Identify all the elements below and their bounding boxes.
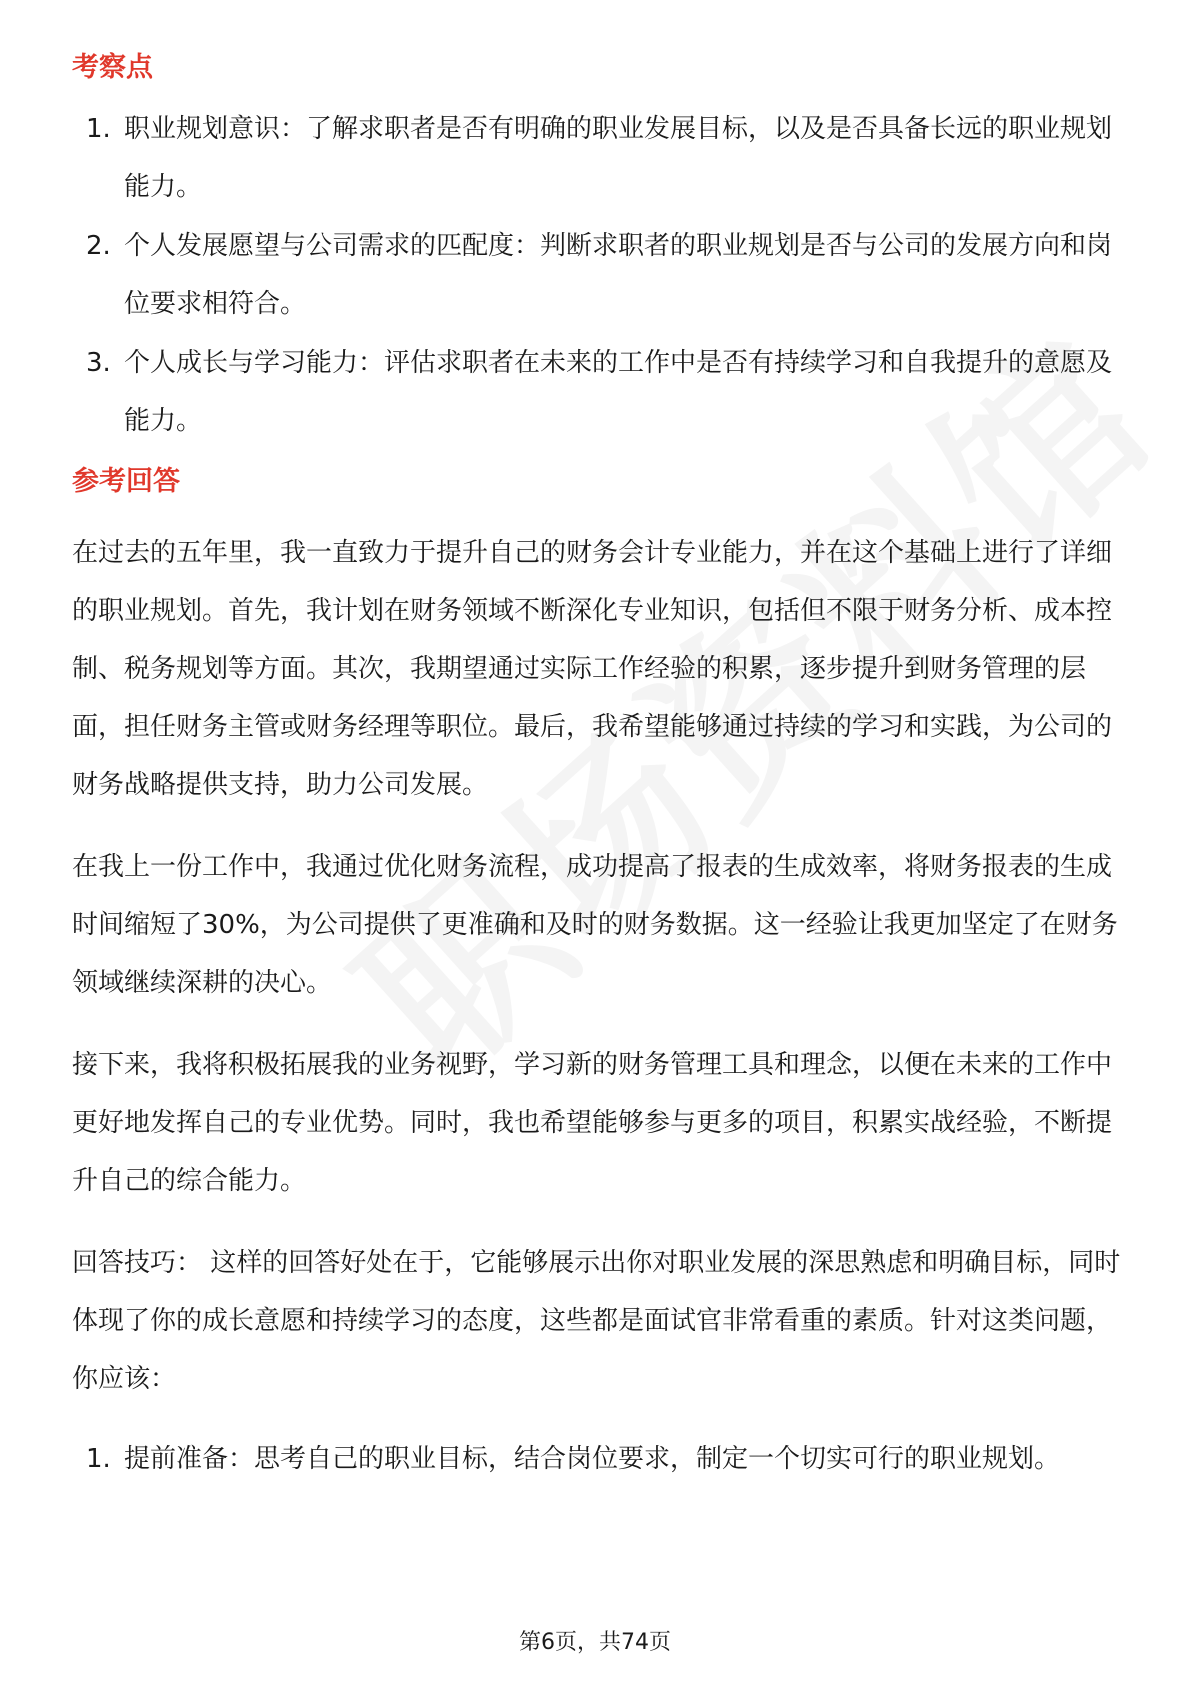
- answer-heading: 参考回答: [72, 466, 180, 497]
- answer-paragraph: 在我上一份工作中，我通过优化财务流程，成功提高了报表的生成效率，将财务报表的生成时间缩短了30%，为公司提供了更准确和及时的财务数据。这一经验让我更加坚定了在财务领域继续深耕的决心。: [72, 852, 1118, 998]
- list-item-text: 个人成长与学习能力：评估求职者在未来的工作中是否有持续学习和自我提升的意愿及能力。: [124, 348, 1113, 436]
- list-number: 1.: [86, 1444, 111, 1474]
- answer-paragraph: 接下来，我将积极拓展我的业务视野，学习新的财务管理工具和理念，以便在未来的工作中更好地发挥自己的专业优势。同时，我也希望能够参与更多的项目，积累实战经验，不断提升自己的综合能力。: [72, 1050, 1113, 1196]
- list-item-text: 个人发展愿望与公司需求的匹配度：判断求职者的职业规划是否与公司的发展方向和岗位要求相符合。: [124, 231, 1113, 319]
- answer-paragraph: 在过去的五年里，我一直致力于提升自己的财务会计专业能力，并在这个基础上进行了详细的职业规划。首先，我计划在财务领域不断深化专业知识，包括但不限于财务分析、成本控制、税务规划等方面。其次，我期望通过实际工作经验的积累，逐步提升到财务管理的层面，担任财务主管或财务经理等职位。最后，我希望能够通过持续的学习和实践，为公司的财务战略提供支持，助力公司发展。: [72, 538, 1113, 800]
- tips-list: [72, 1430, 1122, 1488]
- list-item: [72, 217, 1122, 333]
- tips-paragraph: 回答技巧： 这样的回答好处在于，它能够展示出你对职业发展的深思熟虑和明确目标，同时体现了你的成长意愿和持续学习的态度，这些都是面试官非常看重的素质。针对这类问题，你应该：: [72, 1248, 1121, 1394]
- list-number: 3.: [86, 348, 111, 378]
- page-content: [72, 48, 1122, 1488]
- list-item: [72, 100, 1122, 216]
- exam-points-list: [72, 100, 1122, 450]
- page-number: 第6页，共74页: [519, 1630, 671, 1655]
- list-number: 1.: [86, 114, 111, 144]
- exam-points-heading: 考察点: [72, 52, 153, 83]
- list-number: 2.: [86, 231, 111, 261]
- list-item-text: 提前准备：思考自己的职业目标，结合岗位要求，制定一个切实可行的职业规划。: [124, 1444, 1061, 1474]
- list-item-text: 职业规划意识：了解求职者是否有明确的职业发展目标，以及是否具备长远的职业规划能力。: [124, 114, 1113, 202]
- list-item: [72, 1430, 1122, 1488]
- list-item: [72, 334, 1122, 450]
